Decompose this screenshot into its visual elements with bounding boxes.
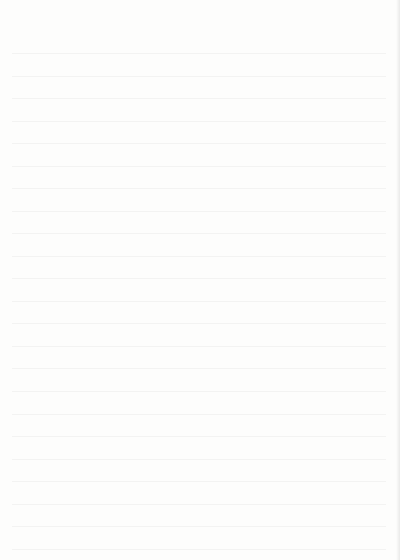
basmala-heading xyxy=(12,10,386,30)
text-line-2 xyxy=(12,55,386,77)
text-lines xyxy=(12,32,386,550)
text-line-18 xyxy=(12,415,386,437)
text-line-15 xyxy=(12,347,386,369)
text-line-4 xyxy=(12,100,386,122)
text-line-5 xyxy=(12,122,386,144)
text-line-22 xyxy=(12,505,386,527)
text-line-10 xyxy=(12,235,386,257)
text-line-12 xyxy=(12,280,386,302)
text-line-7 xyxy=(12,167,386,189)
text-line-1 xyxy=(12,32,386,54)
text-line-21 xyxy=(12,483,386,505)
text-line-11 xyxy=(12,257,386,279)
text-line-23 xyxy=(12,528,386,550)
manuscript-body xyxy=(12,10,386,550)
text-line-3 xyxy=(12,77,386,99)
text-line-13 xyxy=(12,302,386,324)
text-line-8 xyxy=(12,190,386,212)
text-line-14 xyxy=(12,325,386,347)
text-line-19 xyxy=(12,438,386,460)
text-line-20 xyxy=(12,460,386,482)
text-line-6 xyxy=(12,145,386,167)
text-line-17 xyxy=(12,393,386,415)
text-line-16 xyxy=(12,370,386,392)
text-line-9 xyxy=(12,212,386,234)
